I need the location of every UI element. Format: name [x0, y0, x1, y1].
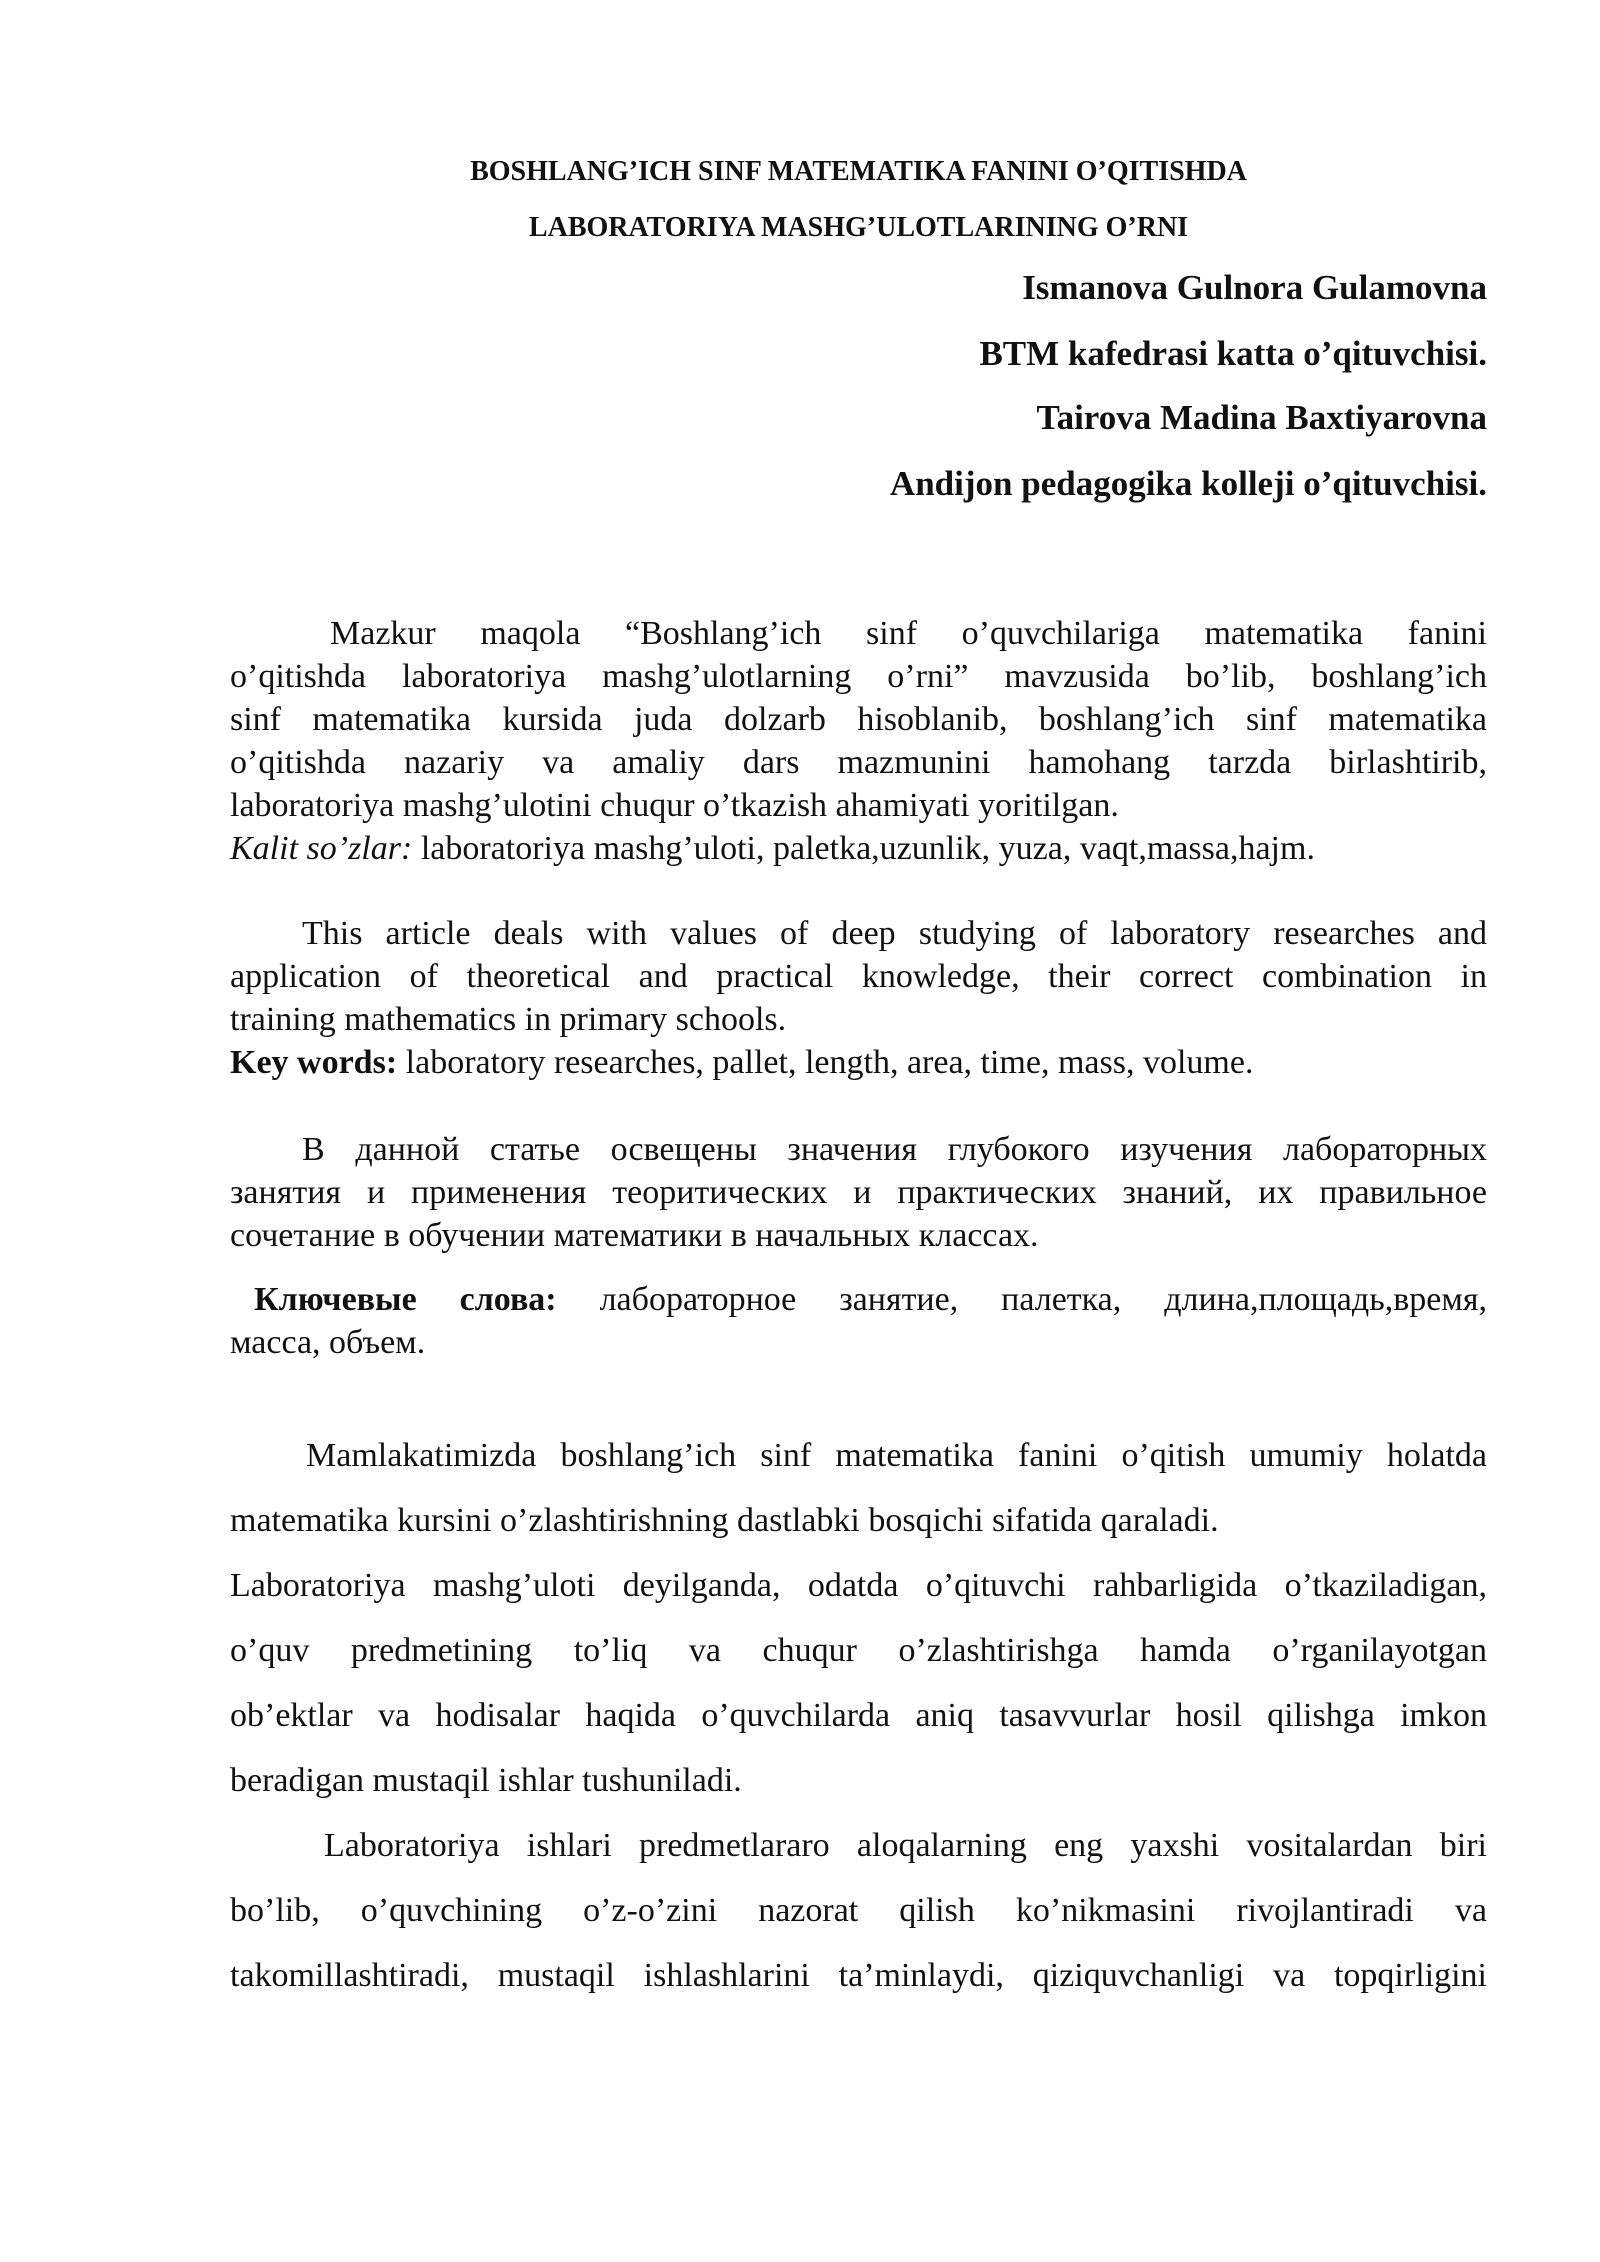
keywords-en-line [230, 1041, 1487, 1084]
body-line: takomillashtiradi, mustaqil ishlashlarini ta’minlaydi, qiziquvchanligi va topqirligini [230, 1957, 1487, 1994]
abstract-ru-line: В данной статье освещены значения глубокого изучения лабораторных [302, 1131, 1487, 1168]
keywords-english [230, 1041, 1487, 1084]
body-line: Laboratoriya mashg’uloti deyilganda, odatda o’qituvchi rahbarligida o’tkaziladigan, [230, 1567, 1487, 1604]
keywords-en-label: Key words: [230, 1044, 398, 1081]
author-name-1: Ismanova Gulnora Gulamovna [1022, 268, 1487, 307]
paper-title-line-1: BOSHLANG’ICH SINF MATEMATIKA FANINI O’QITISHDA [470, 156, 1247, 187]
body-paragraph-1 [230, 1434, 1487, 1824]
keywords-ru-label: Ключевые слова: [254, 1281, 557, 1318]
keywords-en-text: laboratory researches, pallet, length, area, time, mass, volume. [397, 1044, 1254, 1081]
body-line: o’quv predmetining to’liq va chuqur o’zlashtirishga hamda o’rganilayotgan [230, 1632, 1487, 1669]
body-paragraph-2 [230, 1824, 1487, 2019]
keywords-uz-line [230, 827, 1487, 870]
keywords-ru-text: лабораторное занятие, палетка, длина,площадь,время, [556, 1281, 1487, 1318]
abstract-ru-line: сочетание в обучении математики в начальных классах. [230, 1217, 1039, 1254]
body-line: Laboratoriya ishlari predmetlararo aloqalarning eng yaxshi vositalardan biri [324, 1827, 1487, 1864]
abstract-english [230, 912, 1487, 1041]
abstract-uz-line: sinf matematika kursida juda dolzarb hisoblanib, boshlang’ich sinf matematika [230, 701, 1487, 738]
body-line: matematika kursini o’zlashtirishning dastlabki bosqichi sifatida qaraladi. [230, 1502, 1219, 1539]
author-affiliation-1: BTM kafedrasi katta o’qituvchisi. [979, 334, 1487, 373]
keywords-ru-line [230, 1278, 1487, 1321]
keywords-ru-line: масса, объем. [230, 1324, 426, 1361]
abstract-uz-line: o’qitishda laboratoriya mashg’ulotlarning o’rni” mavzusida bo’lib, boshlang’ich [230, 658, 1487, 695]
body-line: Mamlakatimizda boshlang’ich sinf matematika fanini o’qitish umumiy holatda [306, 1437, 1487, 1474]
abstract-russian [230, 1128, 1487, 1257]
abstract-uz-line: o’qitishda nazariy va amaliy dars mazmunini hamohang tarzda birlashtirib, [230, 744, 1487, 781]
keywords-uz-text: laboratoriya mashg’uloti, paletka,uzunlik, yuza, vaqt,massa,hajm. [412, 830, 1315, 867]
author-name-2: Tairova Madina Baxtiyarovna [1036, 398, 1487, 437]
abstract-en-line: training mathematics in primary schools. [230, 1001, 787, 1038]
body-line: bo’lib, o’quvchining o’z-o’zini nazorat qilish ko’nikmasini rivojlantiradi va [230, 1892, 1487, 1929]
abstract-uz-line: laboratoriya mashg’ulotini chuqur o’tkazish ahamiyati yoritilgan. [230, 787, 1119, 824]
paper-title-line-2: LABORATORIYA MASHG’ULOTLARINING O’RNI [528, 212, 1189, 243]
keywords-uzbek [230, 827, 1487, 870]
author-affiliation-2: Andijon pedagogika kolleji o’qituvchisi. [889, 464, 1487, 503]
abstract-ru-line: занятия и применения теоритических и практических знаний, их правильное [230, 1174, 1487, 1211]
abstract-en-line: application of theoretical and practical knowledge, their correct combination in [230, 958, 1487, 995]
abstract-uzbek [230, 612, 1487, 827]
keywords-russian [230, 1278, 1487, 1364]
body-line: ob’ektlar va hodisalar haqida o’quvchilarda aniq tasavvurlar hosil qilishga imkon [230, 1697, 1487, 1734]
abstract-en-line: This article deals with values of deep studying of laboratory researches and [302, 915, 1487, 952]
abstract-uz-line: Mazkur maqola “Boshlang’ich sinf o’quvchilariga matematika fanini [330, 615, 1487, 652]
body-line: beradigan mustaqil ishlar tushuniladi. [230, 1762, 742, 1799]
keywords-uz-label: Kalit so’zlar: [230, 830, 413, 867]
